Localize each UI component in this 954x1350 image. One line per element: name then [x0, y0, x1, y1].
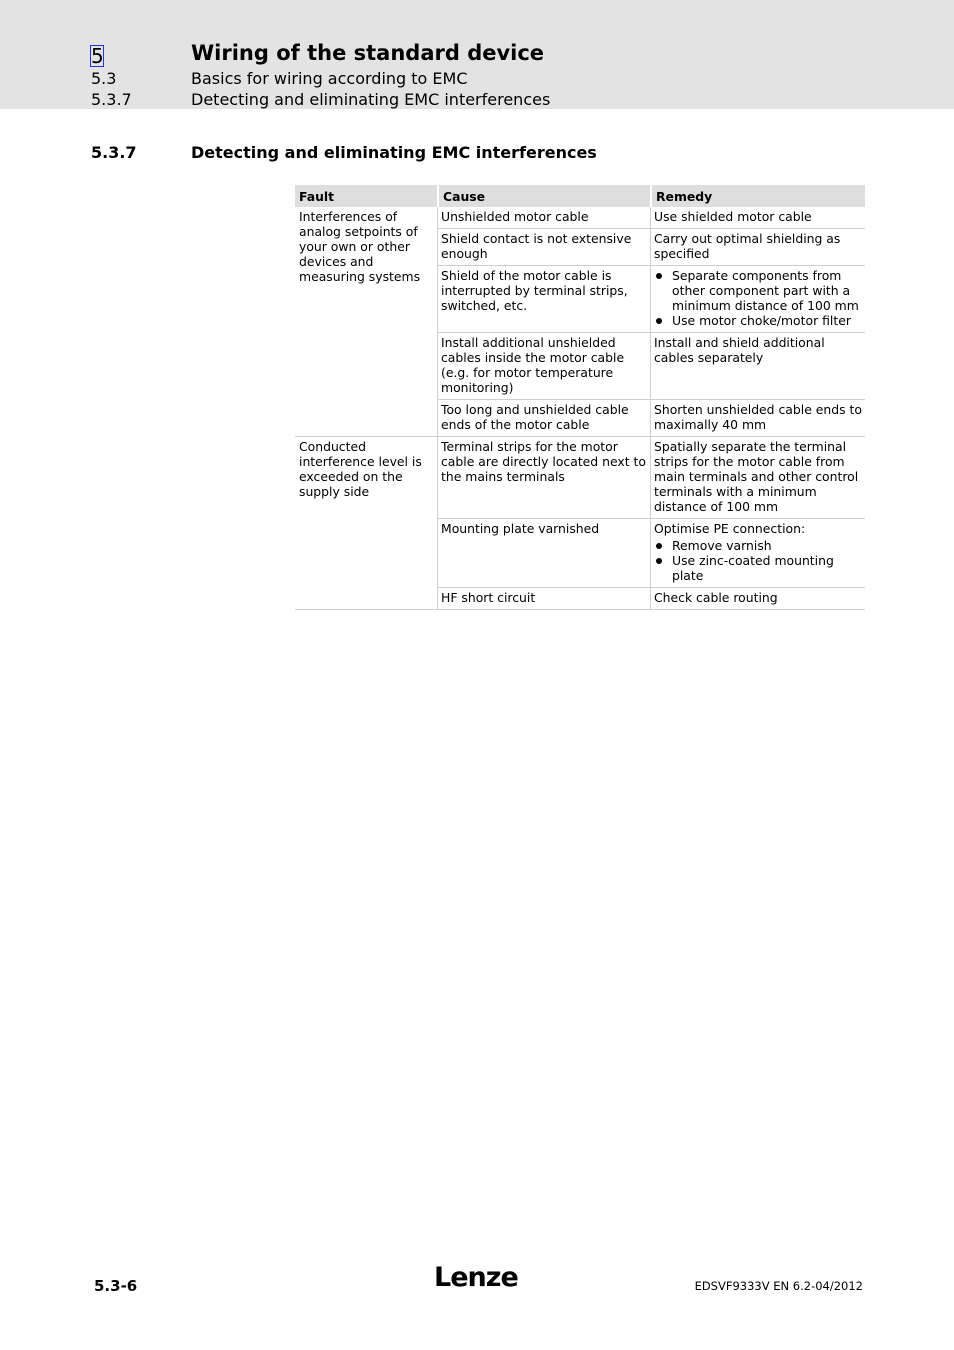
remedy-cell: Check cable routing: [650, 588, 865, 610]
remedy-cell: Spatially separate the terminal strips for the motor cable from main terminals and other control terminals with a minimum distance of 100 mm: [650, 437, 865, 519]
header-fault: Fault: [295, 185, 437, 207]
remedy-cell: Use shielded motor cable: [650, 207, 865, 229]
cause-cell: Install additional unshielded cables inside the motor cable (e.g. for motor temperature monitoring): [437, 333, 650, 400]
remedy-cell: Carry out optimal shielding as specified: [650, 229, 865, 266]
bullet-item: Remove varnish: [654, 538, 862, 553]
page-number: 5.3-6: [94, 1277, 138, 1295]
remedy-cell: [650, 519, 865, 588]
breadcrumb-sub1-title: Basics for wiring according to EMC: [191, 69, 468, 88]
section-number: 5.3.7: [91, 143, 137, 162]
bullet-item: Use zinc-coated mounting plate: [654, 553, 862, 583]
chapter-number-link[interactable]: 5: [91, 44, 104, 68]
remedy-cell: [650, 266, 865, 333]
header-cause: Cause: [437, 185, 650, 207]
section-title: Detecting and eliminating EMC interferences: [191, 143, 597, 162]
fault-table: [295, 185, 865, 610]
remedy-bullet-list: [654, 538, 862, 583]
breadcrumb-sub2-title: Detecting and eliminating EMC interferences: [191, 90, 551, 109]
cause-cell: Shield of the motor cable is interrupted by terminal strips, switched, etc.: [437, 266, 650, 333]
lenze-logo: Lenze: [434, 1262, 518, 1293]
cause-cell: Unshielded motor cable: [437, 207, 650, 229]
table-row: [295, 437, 865, 519]
header-remedy: Remedy: [650, 185, 865, 207]
bullet-item: Use motor choke/motor filter: [654, 313, 862, 328]
breadcrumb-sub1-number: 5.3: [91, 69, 117, 88]
cause-cell: Mounting plate varnished: [437, 519, 650, 588]
fault-cell: Interferences of analog setpoints of your own or other devices and measuring systems: [295, 207, 437, 437]
remedy-cell: Shorten unshielded cable ends to maximally 40 mm: [650, 400, 865, 437]
table-header-row: [295, 185, 865, 207]
bullet-item: Separate components from other component part with a minimum distance of 100 mm: [654, 268, 862, 313]
breadcrumb-sub2-number: 5.3.7: [91, 90, 132, 109]
cause-cell: Too long and unshielded cable ends of the motor cable: [437, 400, 650, 437]
remedy-intro: Optimise PE connection:: [654, 521, 806, 536]
cause-cell: HF short circuit: [437, 588, 650, 610]
remedy-cell: Install and shield additional cables separately: [650, 333, 865, 400]
remedy-bullet-list: [654, 268, 862, 328]
cause-cell: Terminal strips for the motor cable are directly located next to the mains terminals: [437, 437, 650, 519]
chapter-title: Wiring of the standard device: [191, 41, 545, 65]
table-row: [295, 207, 865, 229]
cause-cell: Shield contact is not extensive enough: [437, 229, 650, 266]
document-reference: EDSVF9333V EN 6.2-04/2012: [694, 1279, 863, 1293]
fault-cell: Conducted interference level is exceeded on the supply side: [295, 437, 437, 610]
